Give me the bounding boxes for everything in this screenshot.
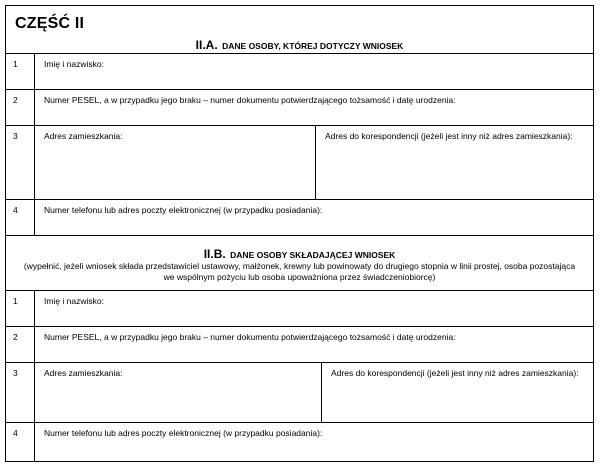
divider [315,125,316,199]
divider [6,290,593,291]
divider [6,235,593,236]
row-number: 3 [13,131,18,141]
name-field[interactable]: Imię i nazwisko: [44,296,104,306]
divider [6,125,593,126]
residence-address-field[interactable]: Adres zamieszkania: [44,131,123,141]
divider [6,422,593,423]
section-a-code: II.A. [195,38,218,52]
row-number: 2 [13,332,18,342]
section-b-title: DANE OSOBY SKŁADAJĄCEJ WNIOSEK [230,250,396,260]
section-a-title: DANE OSOBY, KTÓREJ DOTYCZY WNIOSEK [222,41,404,51]
part-title: CZĘŚĆ II [15,15,85,32]
divider [321,362,322,422]
note-line: we wspólnym pożyciu lub osoba upoważniona przez świadczeniobiorcę) [163,272,436,282]
divider [34,290,35,462]
note-line: (wypełnić, jeżeli wniosek składa przedstawiciel ustawowy, małżonek, krewny lub powinowaty do drugiego stopnia w linii prostej, osoba pozostająca [23,261,576,271]
pesel-field[interactable]: Numer PESEL, a w przypadku jego braku – numer dokumentu potwierdzającego tożsamość i datę urodzenia: [44,332,456,342]
divider [6,362,593,363]
row-number: 1 [13,59,18,69]
divider [34,53,35,235]
row-number: 3 [13,368,18,378]
divider [6,53,593,54]
divider [6,89,593,90]
divider [6,326,593,327]
section-b-note [6,261,593,283]
name-field[interactable]: Imię i nazwisko: [44,59,104,69]
row-number: 4 [13,428,18,438]
section-b-code: II.B. [203,247,226,261]
correspondence-address-field[interactable]: Adres do korespondencji (jeżeli jest inny niż adres zamieszkania): [325,131,573,141]
residence-address-field[interactable]: Adres zamieszkania: [44,368,123,378]
contact-field[interactable]: Numer telefonu lub adres poczty elektronicznej (w przypadku posiadania): [44,428,323,438]
row-number: 1 [13,296,18,306]
form-part-ii [5,5,594,462]
row-number: 4 [13,205,18,215]
row-number: 2 [13,95,18,105]
contact-field[interactable]: Numer telefonu lub adres poczty elektronicznej (w przypadku posiadania): [44,205,323,215]
divider [6,199,593,200]
section-a-header [6,36,593,54]
pesel-field[interactable]: Numer PESEL, a w przypadku jego braku – numer dokumentu potwierdzającego tożsamość i datę urodzenia: [44,95,456,105]
correspondence-address-field[interactable]: Adres do korespondencji (jeżeli jest inny niż adres zamieszkania): [331,368,579,378]
